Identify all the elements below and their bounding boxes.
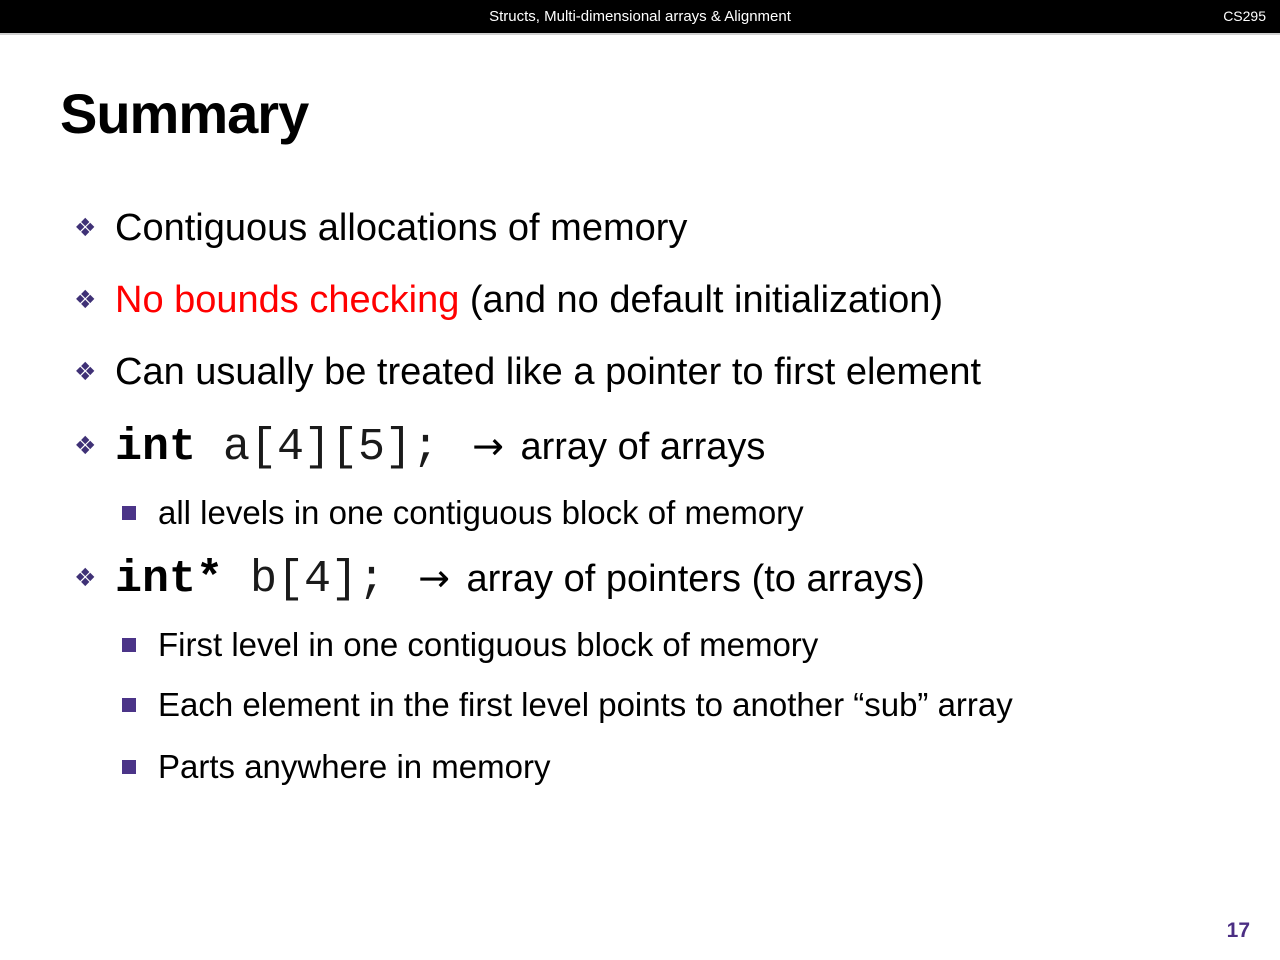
bullet-text [115, 205, 687, 251]
bullet-text [115, 349, 981, 395]
sub-bullet-item [62, 493, 1242, 533]
bullet-list [62, 205, 1242, 807]
bullet-text-segment: array of pointers (to arrays) [455, 558, 925, 600]
diamond-bullet-icon: ❖ [74, 285, 97, 314]
right-arrow-icon: → [418, 556, 450, 600]
slide-title: Summary [60, 82, 309, 145]
bullet-text [158, 685, 1013, 725]
bullet-text-segment: Can usually be treated like a pointer to first element [115, 351, 982, 393]
square-bullet-icon [122, 685, 158, 712]
square-bullet-icon [122, 625, 158, 652]
sub-bullet-item [62, 747, 1242, 787]
bullet-text [115, 421, 765, 473]
code-segment: a[4][5]; [196, 422, 467, 473]
sub-bullet-item [62, 625, 1242, 665]
bullet-item [62, 205, 1242, 251]
bullet-text-segment: Contiguous allocations of memory [115, 207, 688, 249]
diamond-bullet-icon: ❖ [74, 563, 97, 592]
bullet-text-segment: array of arrays [509, 426, 766, 468]
header-bar [0, 0, 1280, 35]
bullet-text [158, 493, 804, 533]
bullet-text-segment: No bounds checking [115, 279, 470, 321]
bullet-text [158, 747, 550, 787]
bullet-text-segment: Each element in the first level points to another “sub” array [158, 686, 1013, 723]
bullet-text-segment: (and no default initialization) [469, 279, 944, 321]
diamond-bullet-icon: ❖ [74, 431, 97, 460]
right-arrow-icon: → [472, 424, 504, 468]
bullet-item [62, 349, 1242, 395]
bullet-item [62, 277, 1242, 323]
bullet-item [62, 553, 1242, 605]
bullet-text [115, 277, 943, 323]
bullet-item [62, 421, 1242, 473]
square-bullet-icon [122, 747, 158, 774]
square-bullet-icon [122, 493, 158, 520]
diamond-bullet-icon: ❖ [74, 357, 97, 386]
code-segment: int* [115, 554, 224, 605]
bullet-text-segment: Parts anywhere in memory [158, 748, 551, 785]
header-title: Structs, Multi-dimensional arrays & Alignment [489, 8, 791, 25]
bullet-text-segment: First level in one contiguous block of memory [158, 626, 819, 663]
bullet-text [158, 625, 818, 665]
diamond-bullet-icon: ❖ [74, 213, 97, 242]
bullet-text-segment: all levels in one contiguous block of memory [158, 494, 804, 531]
header-course-label: CS295 [1223, 8, 1266, 24]
sub-bullet-item [62, 685, 1242, 725]
code-segment: int [115, 422, 197, 473]
code-segment: b[4]; [223, 554, 413, 605]
bullet-text [115, 553, 925, 605]
page-number: 17 [1226, 919, 1250, 942]
